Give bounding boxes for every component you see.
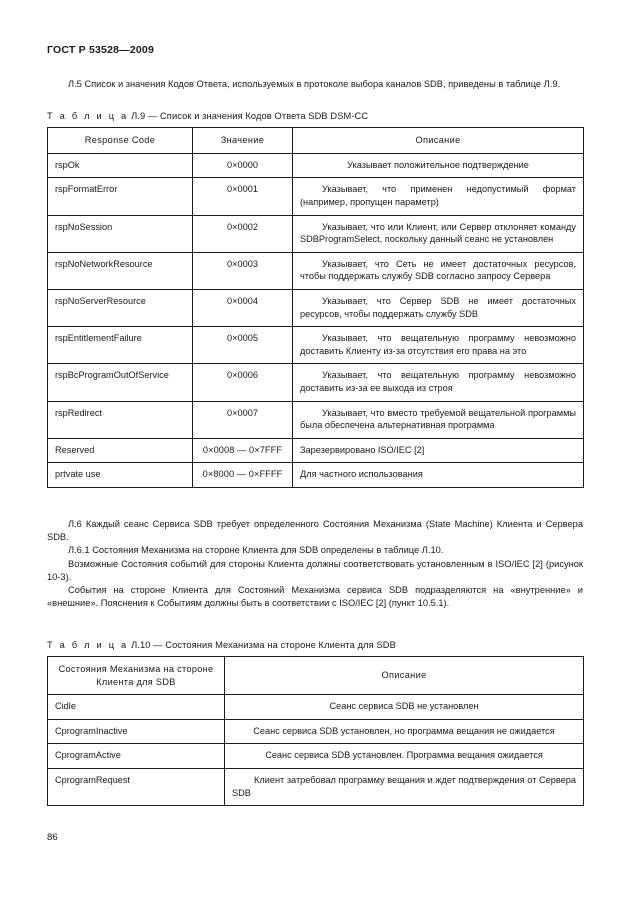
paragraph-l5: Л.5 Список и значения Кодов Ответа, используемых в протоколе выбора каналов SDB, приведены в таблице Л.9.	[68, 79, 561, 89]
table-l9-header-value: Значение	[193, 128, 293, 154]
table-row	[48, 252, 584, 289]
table-l9-cell-description: Для частного использования	[293, 463, 584, 488]
page-number: 86	[47, 832, 58, 843]
table-l9-header-row	[48, 128, 584, 154]
paragraph-internal-external: События на стороне Клиента для Состояний Механизма сервиса SDB подразделяются на «внутренние» и «внешние». Пояснения к Событиям должны быть в соответствии с ISO/IEC [2] (пункт 10.5.1).	[47, 584, 583, 609]
table-l9-caption-prefix: Т а б л и ц а	[47, 111, 129, 122]
table-l9-cell-code: rspOk	[48, 153, 193, 178]
table-l9-cell-description: Указывает, что вещательную программу невозможно доставить из-за ее выхода из строя	[293, 364, 584, 401]
table-row	[48, 744, 584, 769]
table-l9-cell-code: prtvate use	[48, 463, 193, 488]
table-l9-cell-code: rspEntitlementFailure	[48, 327, 193, 364]
table-row	[48, 215, 584, 252]
table-row	[48, 463, 584, 488]
table-l9-header-response-code: Response Code	[48, 128, 193, 154]
table-l9-header-description: Описание	[293, 128, 584, 154]
spacer	[47, 488, 583, 518]
table-l10-header-row	[48, 657, 584, 695]
paragraph-l61: Л.6.1 Состояния Механизма на стороне Клиента для SDB определены в таблице Л.10.	[68, 545, 444, 556]
spacer	[47, 91, 583, 111]
table-row	[48, 768, 584, 805]
paragraph-l6: Л.6 Каждый сеанс Сервиса SDB требует определенного Состояния Механизма (State Machine) Клиента и Сервера SDB.	[47, 518, 583, 543]
table-l10-caption-rest: Л.10 — Состояния Механизма на стороне Клиента для SDB	[128, 640, 396, 651]
table-l9-cell-code: rspNoServerResource	[48, 289, 193, 326]
table-l9-cell-description: Указывает, что вместо требуемой вещательной программы была обеспечена альтернативная программа	[293, 401, 584, 438]
table-l9-cell-value: 0×0000	[193, 153, 293, 178]
table-row	[48, 719, 584, 744]
table-row	[48, 695, 584, 720]
table-l10-header-state-line1: Состояния Механизма на стороне	[58, 664, 214, 675]
table-l10-header-description: Описание	[225, 657, 584, 695]
table-l9-cell-value: 0×8000 — 0×FFFF	[193, 463, 293, 488]
table-row	[48, 438, 584, 463]
table-l10-cell-state: CprogramInactive	[48, 719, 225, 744]
paragraph-events: Возможные Состояния событий для стороны Клиента должны соответствовать установленным в ISO/IEC [2] (рисунок 10-3).	[47, 558, 583, 582]
table-l9-cell-code: rspRedirect	[48, 401, 193, 438]
table-l10-cell-description: Сеанс сервиса SDB установлен. Программа вещания ожидается	[225, 744, 584, 769]
page-content	[47, 78, 583, 806]
table-l10-caption-prefix: Т а б л и ц а	[47, 640, 129, 651]
standard-header: ГОСТ Р 53528—2009	[47, 44, 155, 56]
spacer	[47, 610, 583, 640]
table-l9-cell-description: Указывает, что Сеть не имеет достаточных ресурсов, чтобы поддержать службу SDB согласно запросу Сервера	[293, 252, 584, 289]
table-l9-cell-code: Reserved	[48, 438, 193, 463]
table-l10-cell-state: CprogramActive	[48, 744, 225, 769]
table-row	[48, 289, 584, 326]
table-l10-cell-state: Cidle	[48, 695, 225, 720]
table-l10-cell-description: Сеанс сервиса SDB не установлен	[225, 695, 584, 720]
table-l9-cell-description: Указывает, что Сервер SDB не имеет достаточных ресурсов, чтобы поддержать службу SDB	[293, 289, 584, 326]
table-row	[48, 178, 584, 215]
table-l9	[47, 127, 584, 488]
table-row	[48, 364, 584, 401]
table-row	[48, 153, 584, 178]
table-l9-cell-value: 0×0006	[193, 364, 293, 401]
table-l9-cell-description: Указывает, что вещательную программу невозможно доставить Клиенту из-за отсутствия его права на это	[293, 327, 584, 364]
table-row	[48, 401, 584, 438]
table-l10-header-state	[48, 657, 225, 695]
table-l9-cell-code: rspNoSession	[48, 215, 193, 252]
table-l9-cell-code: rspNoNetworkResource	[48, 252, 193, 289]
table-l9-cell-value: 0×0001	[193, 178, 293, 215]
table-l10-cell-description: Сеанс сервиса SDB установлен, но программа вещания не ожидается	[225, 719, 584, 744]
table-l10-cell-state: CprogramRequest	[48, 768, 225, 805]
table-l9-cell-description: Указывает положительное подтверждение	[293, 153, 584, 178]
table-l9-cell-code: rspFormatError	[48, 178, 193, 215]
table-row	[48, 327, 584, 364]
table-l10	[47, 656, 584, 806]
table-l9-cell-description: Указывает, что применен недопустимый формат (например, пропущен параметр)	[293, 178, 584, 215]
table-l9-cell-value: 0×0005	[193, 327, 293, 364]
table-l9-cell-value: 0×0002	[193, 215, 293, 252]
table-l9-cell-description: Указывает, что или Клиент, или Сервер отклоняет команду SDBProgramSelect, поскольку данный сеанс не установлен	[293, 215, 584, 252]
table-l9-caption	[47, 111, 583, 121]
table-l10-caption	[47, 640, 583, 650]
table-l9-cell-value: 0×0008 — 0×7FFF	[193, 438, 293, 463]
table-l9-cell-value: 0×0007	[193, 401, 293, 438]
table-l9-cell-value: 0×0004	[193, 289, 293, 326]
table-l9-caption-rest: Л.9 — Список и значения Кодов Ответа SDB DSM-CC	[128, 111, 369, 122]
table-l9-cell-value: 0×0003	[193, 252, 293, 289]
table-l9-cell-description: Зарезервировано ISO/IEC [2]	[293, 438, 584, 463]
table-l10-cell-description: Клиент затребовал программу вещания и ждет подтверждения от Сервера SDB	[225, 768, 584, 805]
table-l10-header-state-line2: Клиента для SDB	[96, 676, 176, 687]
table-l9-cell-code: rspBcProgramOutOfService	[48, 364, 193, 401]
